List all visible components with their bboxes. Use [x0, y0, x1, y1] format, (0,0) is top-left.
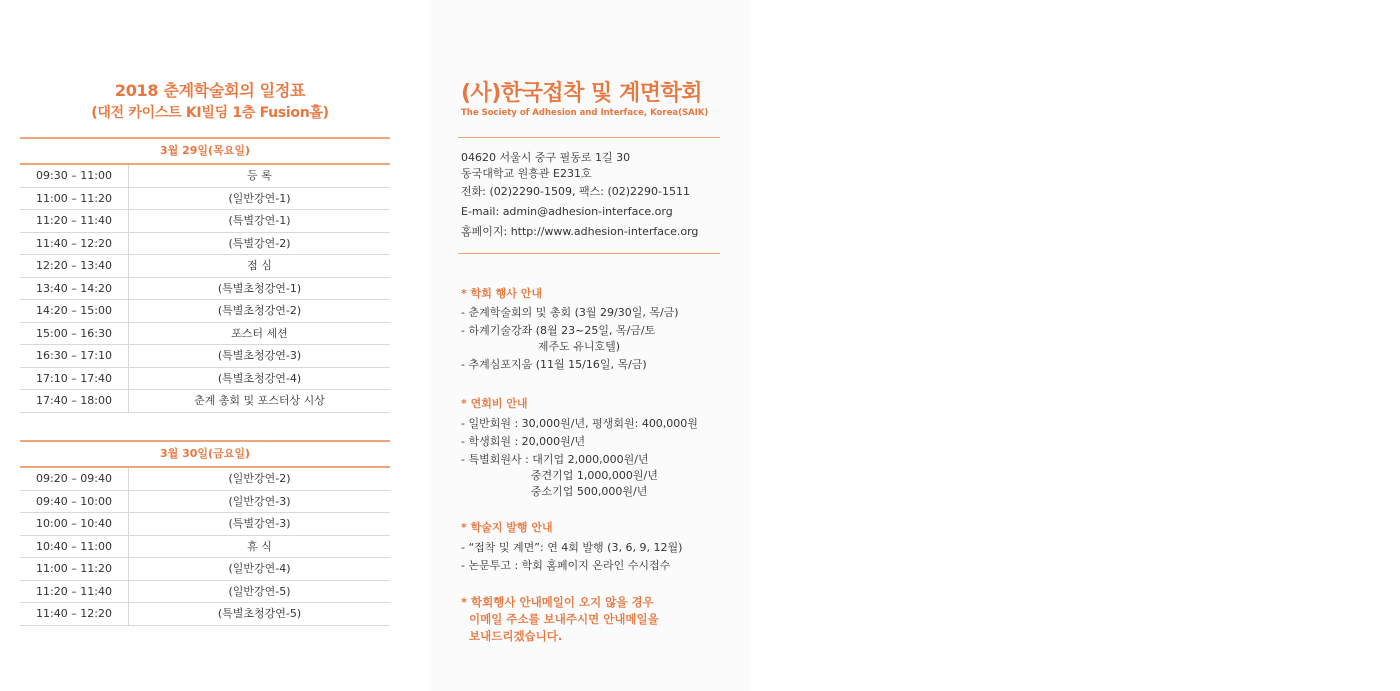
section-line: - 일반회원 : 30,000원/년, 평생회원: 400,000원: [461, 417, 698, 430]
day-header: 3월 30일(금요일): [20, 440, 390, 468]
schedule-time: 11:20 – 11:40: [20, 210, 129, 232]
schedule-row: [20, 255, 390, 278]
org-panel: [430, 0, 750, 691]
schedule-day-2: [20, 440, 390, 626]
section-line: - “접착 및 계면”: 연 4회 발행 (3, 6, 9, 12월): [461, 541, 683, 554]
schedule-time: 16:30 – 17:10: [20, 345, 129, 367]
section-line: - 논문투고 : 학회 홈페이지 온라인 수시접수: [461, 559, 671, 572]
schedule-event: 포스터 세션: [231, 326, 288, 340]
schedule-row: [20, 536, 390, 559]
schedule-time: 11:00 – 11:20: [20, 558, 129, 580]
schedule-event: 춘계 총회 및 포스터상 시상: [194, 394, 325, 407]
section-title-journal: * 학술지 발행 안내: [461, 521, 553, 534]
schedule-rows: [20, 468, 390, 626]
schedule-row: [20, 233, 390, 256]
schedule-panel: [0, 0, 420, 691]
schedule-time: 10:40 – 11:00: [20, 536, 129, 558]
schedule-row: [20, 603, 390, 626]
schedule-time: 09:20 – 09:40: [20, 468, 129, 490]
schedule-event: (일반강연-4): [228, 562, 291, 575]
section-line: 중소기업 500,000원/년: [461, 485, 648, 498]
schedule-title: 2018 춘계학술회의 일정표: [114, 81, 306, 100]
schedule-row: [20, 345, 390, 368]
schedule-row: [20, 323, 390, 346]
schedule-row: [20, 581, 390, 604]
schedule-event: (특별초청강연-5): [217, 607, 302, 620]
divider: [458, 253, 720, 254]
schedule-row: [20, 300, 390, 323]
address-line-1: 04620 서울시 중구 필동로 1길 30: [461, 151, 631, 164]
schedule-time: 09:30 – 11:00: [20, 165, 129, 187]
schedule-row: [20, 558, 390, 581]
schedule-row: [20, 278, 390, 301]
schedule-row: [20, 513, 390, 536]
schedule-row: [20, 491, 390, 514]
schedule-time: 17:10 – 17:40: [20, 368, 129, 390]
org-name-en: The Society of Adhesion and Interface, Korea(SAIK): [461, 108, 709, 118]
section-line: 중견기업 1,000,000원/년: [461, 469, 658, 482]
schedule-row: [20, 188, 390, 211]
schedule-row: [20, 165, 390, 188]
schedule-time: 14:20 – 15:00: [20, 300, 129, 322]
schedule-event: (일반강연-3): [228, 494, 291, 508]
schedule-row: [20, 368, 390, 391]
schedule-time: 10:00 – 10:40: [20, 513, 129, 535]
schedule-time: 09:40 – 10:00: [20, 491, 129, 513]
divider: [458, 137, 720, 138]
schedule-event: (특별강연-2): [228, 236, 291, 250]
day-header: 3월 29일(목요일): [20, 137, 390, 165]
schedule-event: (일반강연-1): [228, 191, 291, 205]
schedule-event: (특별강연-1): [228, 214, 291, 227]
schedule-event: 등 록: [247, 169, 272, 182]
schedule-event: (특별초청강연-2): [217, 304, 302, 317]
section-title-events: * 학회 행사 안내: [461, 287, 542, 300]
schedule-rows: [20, 165, 390, 413]
notice-line: * 학회행사 안내메일이 오지 않을 경우: [461, 595, 654, 609]
schedule-event: 점 심: [247, 259, 272, 272]
schedule-event: (특별강연-3): [228, 517, 291, 530]
homepage-link[interactable]: 홈페이지: http://www.adhesion-interface.org: [461, 225, 699, 238]
phone-fax: 전화: (02)2290-1509, 팩스: (02)2290-1511: [461, 185, 690, 198]
email-notice: [461, 594, 659, 645]
org-name: (사)한국접착 및 계면학회: [461, 81, 702, 106]
schedule-event: (특별초청강연-1): [217, 281, 302, 295]
schedule-time: 13:40 – 14:20: [20, 278, 129, 300]
notice-line: 보내드리겠습니다.: [461, 629, 563, 643]
schedule-event: (특별초청강연-4): [217, 371, 302, 385]
schedule-time: 11:40 – 12:20: [20, 233, 129, 255]
schedule-day-1: [20, 137, 390, 413]
section-line: - 학생회원 : 20,000원/년: [461, 435, 586, 448]
section-line: - 특별회원사 : 대기업 2,000,000원/년: [461, 453, 649, 466]
contact-block: [461, 150, 698, 242]
section-line: - 춘계학술회의 및 총회 (3월 29/30일, 목/금): [461, 306, 679, 319]
schedule-event: (일반강연-5): [228, 584, 291, 598]
address-line-2: 동국대학교 원흥관 E231호: [461, 167, 592, 180]
schedule-event: 휴 식: [247, 539, 272, 553]
schedule-time: 11:20 – 11:40: [20, 581, 129, 603]
section-line: 제주도 유니호텔): [461, 340, 621, 353]
schedule-time: 11:40 – 12:20: [20, 603, 129, 625]
schedule-time: 12:20 – 13:40: [20, 255, 129, 277]
schedule-time: 11:00 – 11:20: [20, 188, 129, 210]
email-link[interactable]: E-mail: admin@adhesion-interface.org: [461, 205, 673, 218]
schedule-time: 17:40 – 18:00: [20, 390, 129, 412]
schedule-venue: (대전 카이스트 KI빌딩 1층 Fusion홀): [91, 105, 329, 121]
schedule-event: (일반강연-2): [228, 472, 291, 485]
section-title-fees: * 연회비 안내: [461, 397, 528, 410]
schedule-row: [20, 390, 390, 413]
section-line: - 추계심포지움 (11월 15/16일, 목/금): [461, 358, 647, 371]
section-line: - 하계기술강좌 (8월 23~25일, 목/금/토: [461, 324, 656, 337]
schedule-event: (특별초청강연-3): [217, 349, 302, 362]
notice-line: 이메일 주소를 보내주시면 안내메일을: [461, 612, 659, 626]
schedule-row: [20, 210, 390, 233]
schedule-time: 15:00 – 16:30: [20, 323, 129, 345]
schedule-row: [20, 468, 390, 491]
